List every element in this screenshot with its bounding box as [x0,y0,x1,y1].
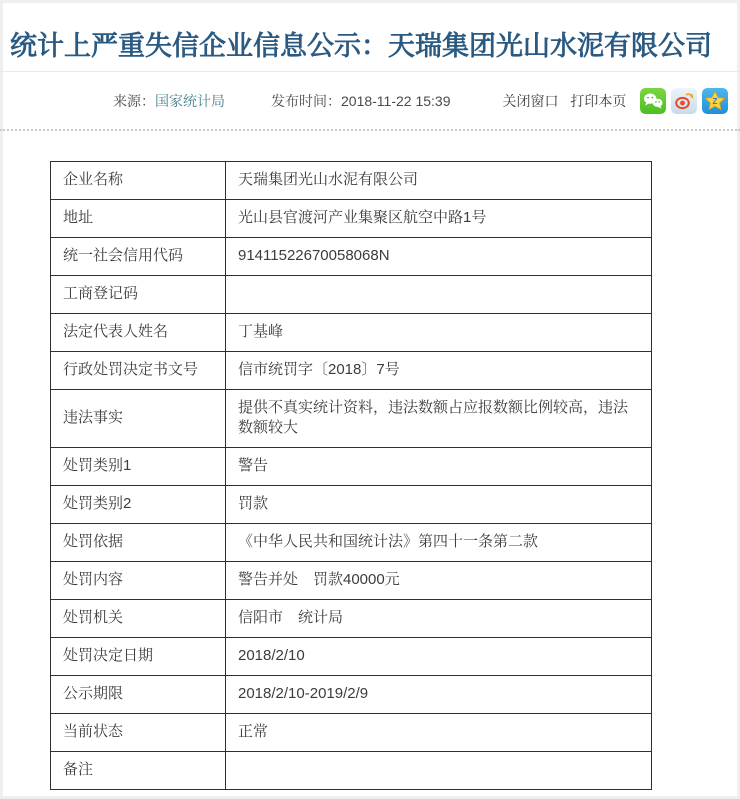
table-row [51,485,652,523]
row-value: 光山县官渡河产业集聚区航空中路1号 [226,200,652,238]
row-label: 处罚类别2 [51,485,226,523]
table-row [51,162,652,200]
row-value: 信市统罚字〔2018〕7号 [226,352,652,390]
row-label: 公示期限 [51,675,226,713]
row-label: 处罚类别1 [51,447,226,485]
row-value: 罚款 [226,485,652,523]
qzone-icon[interactable] [702,88,728,114]
row-label: 工商登记码 [51,276,226,314]
table-row [51,561,652,599]
table-row [51,200,652,238]
row-label: 行政处罚决定书文号 [51,352,226,390]
table-body [51,162,652,790]
row-label: 企业名称 [51,162,226,200]
row-label: 地址 [51,200,226,238]
table-row [51,675,652,713]
table-row [51,238,652,276]
row-value: 信阳市 统计局 [226,599,652,637]
wechat-icon[interactable] [640,88,666,114]
svg-text:Z: Z [712,96,718,106]
table-row [51,523,652,561]
meta-bar [0,72,740,131]
row-label: 法定代表人姓名 [51,314,226,352]
publish-info [271,91,451,111]
table-row [51,637,652,675]
row-value: 《中华人民共和国统计法》第四十一条第二款 [226,523,652,561]
table-row [51,352,652,390]
table-row [51,447,652,485]
row-value: 天瑞集团光山水泥有限公司 [226,162,652,200]
source-value: 国家统计局 [155,92,225,109]
row-label: 违法事实 [51,390,226,448]
publish-value: 2018-11-22 15:39 [341,92,451,109]
page-header [0,0,740,72]
publish-label: 发布时间： [271,92,341,109]
source-info [113,91,225,111]
row-value [226,276,652,314]
row-value: 警告 [226,447,652,485]
row-value: 91411522670058068N [226,238,652,276]
row-value: 2018/2/10 [226,637,652,675]
close-window-link[interactable]: 关闭窗口 [502,92,559,109]
row-label: 处罚机关 [51,599,226,637]
row-label: 备注 [51,751,226,789]
weibo-icon[interactable] [671,88,697,114]
print-page-link[interactable]: 打印本页 [570,92,627,109]
share-icons [640,88,728,114]
row-label: 处罚决定日期 [51,637,226,675]
table-row [51,751,652,789]
table-row [51,314,652,352]
row-label: 当前状态 [51,713,226,751]
row-value [226,751,652,789]
row-value: 2018/2/10-2019/2/9 [226,675,652,713]
row-value: 正常 [226,713,652,751]
company-info-table [50,161,652,790]
page-title: 统计上严重失信企业信息公示：天瑞集团光山水泥有限公司 [10,31,712,61]
table-row [51,713,652,751]
row-label: 处罚依据 [51,523,226,561]
row-value: 丁基峰 [226,314,652,352]
table-row [51,599,652,637]
row-value: 警告并处 罚款40000元 [226,561,652,599]
page-actions [503,91,627,111]
source-label: 来源： [113,92,155,109]
table-row [51,276,652,314]
row-label: 处罚内容 [51,561,226,599]
row-value: 提供不真实统计资料，违法数额占应报数额比例较高，违法数额较大 [226,390,652,448]
row-label: 统一社会信用代码 [51,238,226,276]
table-row [51,390,652,448]
